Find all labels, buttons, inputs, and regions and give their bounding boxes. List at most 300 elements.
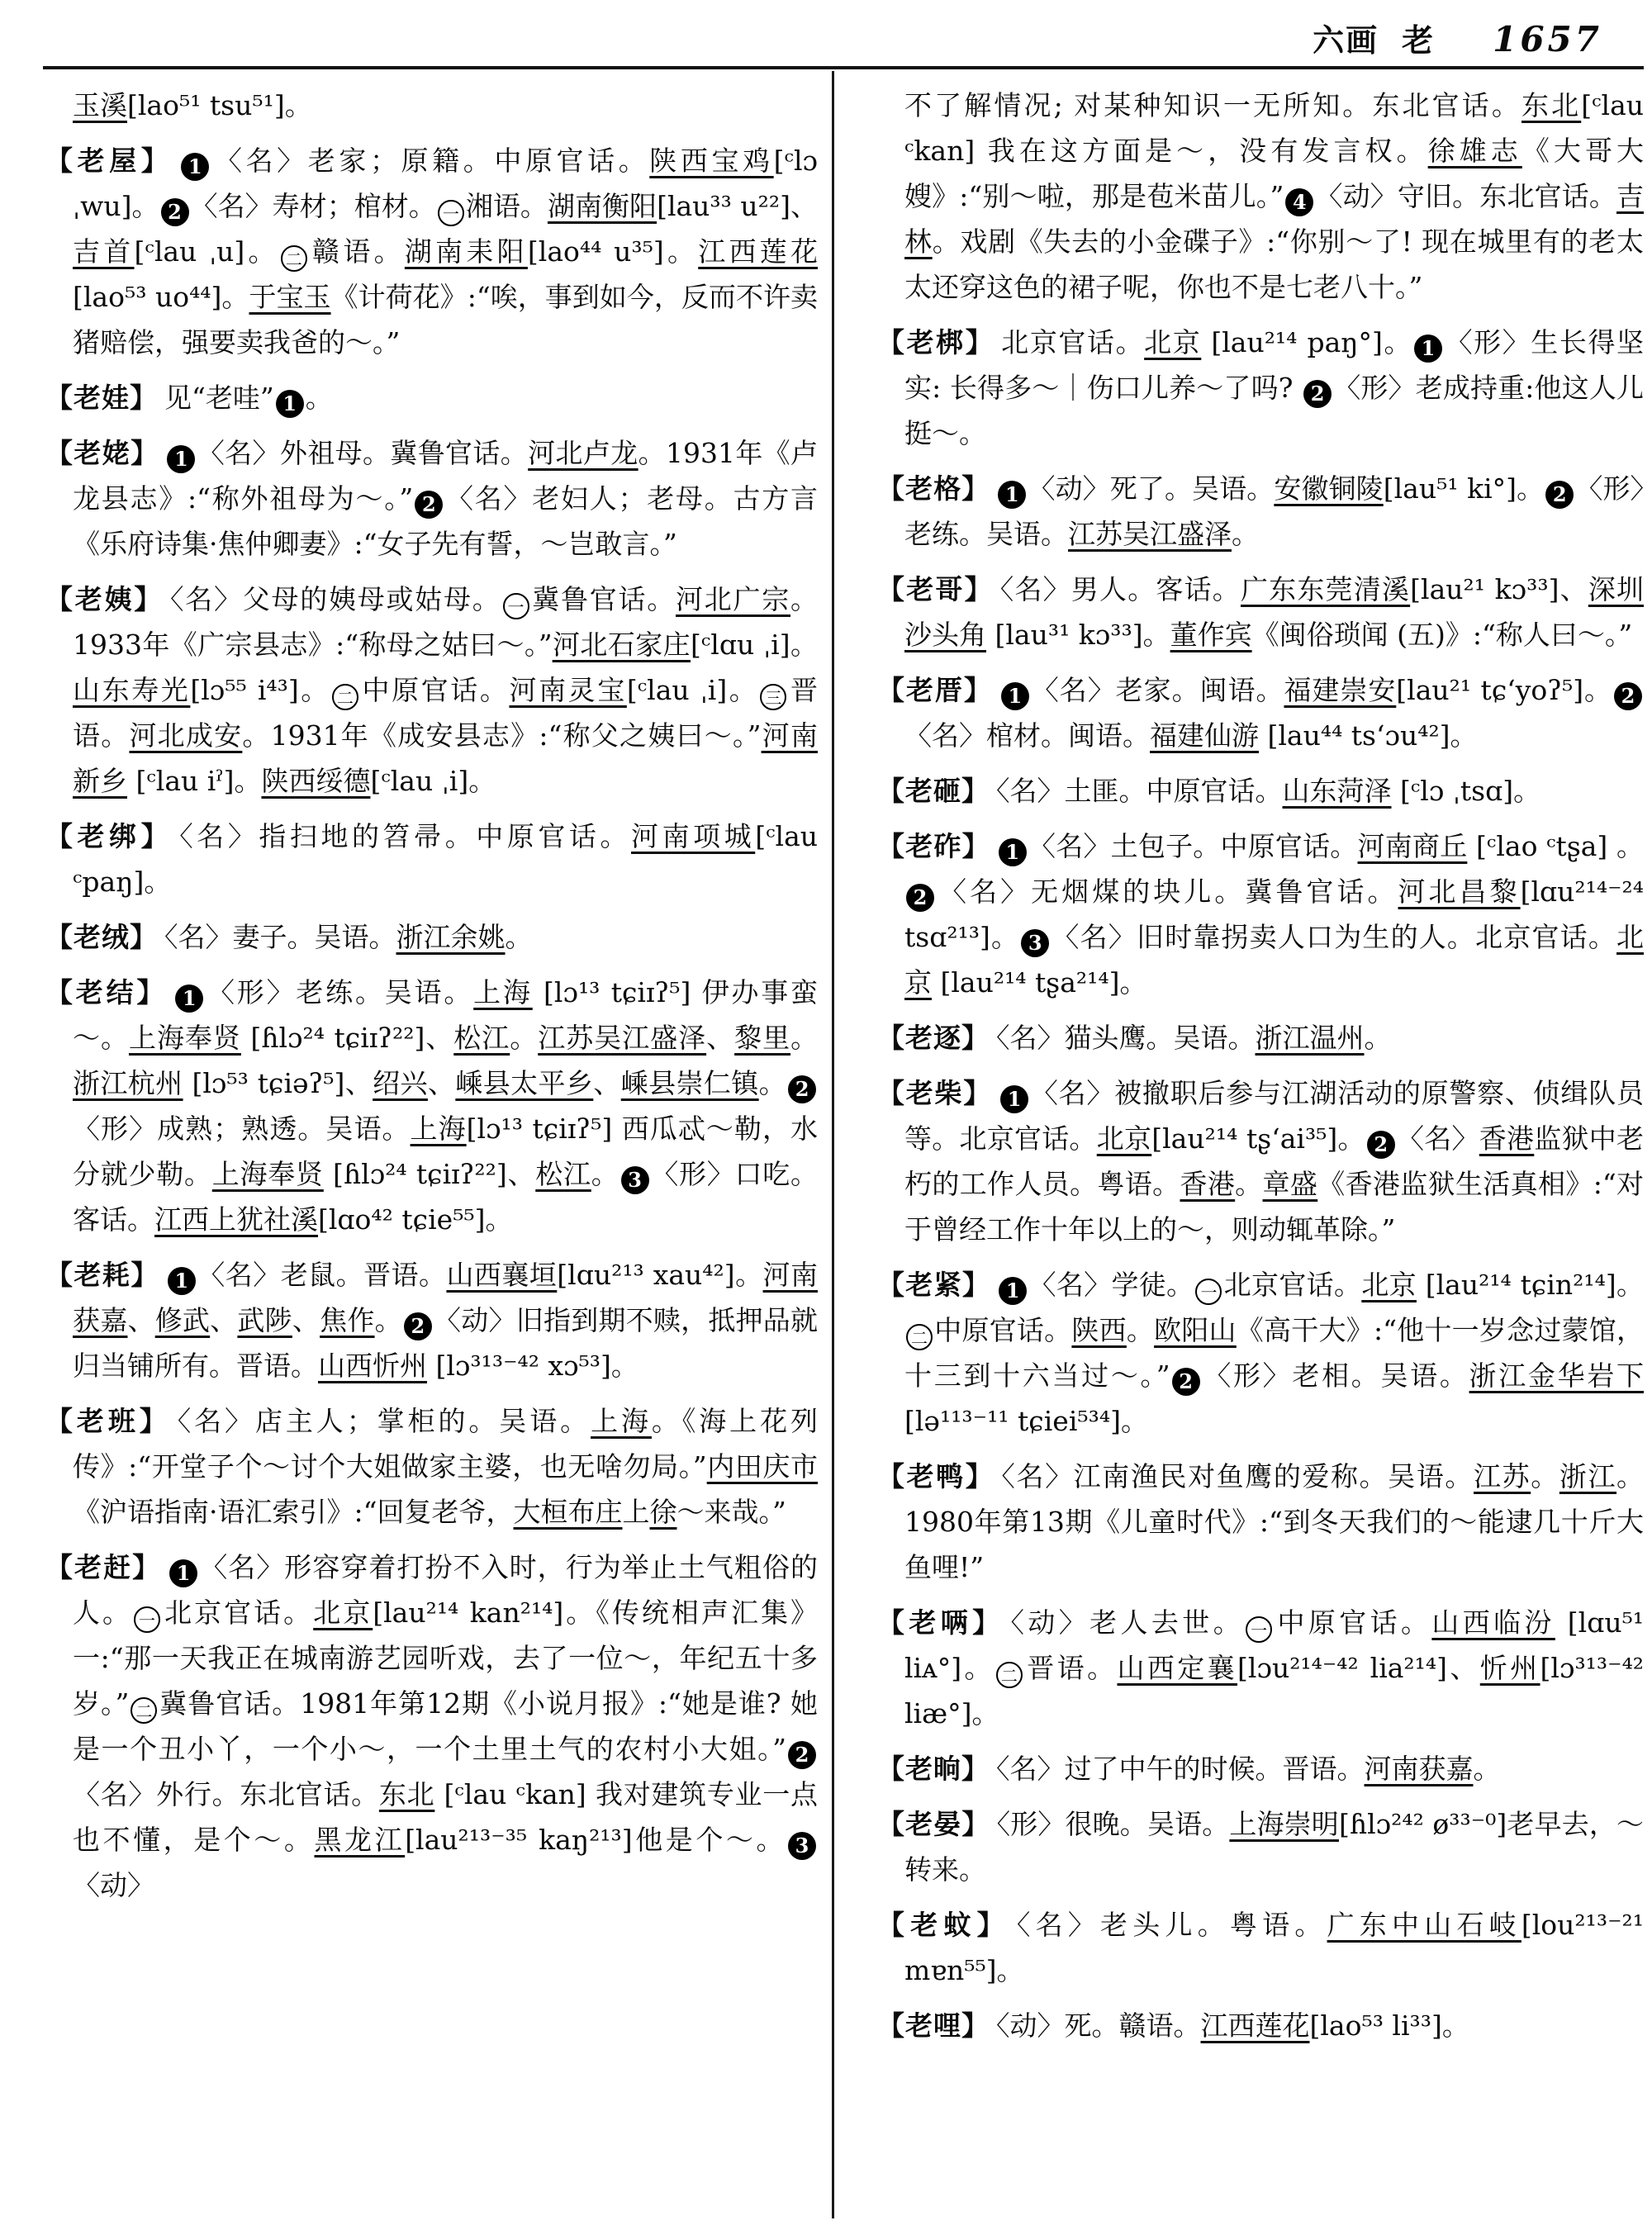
proper-noun: 松江 — [453, 1022, 510, 1054]
proper-noun: 东北 — [1521, 89, 1582, 121]
sense-number-badge: 1 — [999, 838, 1027, 866]
proper-noun: 董作宾 — [1170, 619, 1252, 651]
proper-noun: 福建仙游 — [1150, 719, 1259, 752]
proper-noun: 欧阳山 — [1154, 1314, 1237, 1346]
proper-noun: 浙江杭州 — [73, 1067, 183, 1099]
entry-headword: 【老赶】 — [45, 1551, 162, 1583]
proper-noun: 黎里 — [734, 1022, 791, 1054]
sense-number-badge: 1 — [168, 1267, 196, 1295]
proper-noun: 河南商丘 — [1357, 830, 1468, 862]
proper-noun: 福建崇安 — [1284, 674, 1397, 706]
entry-text: 、 — [127, 1304, 155, 1336]
entry-text: 〈名〉棺材。闽语。 — [904, 719, 1150, 752]
entry-text: [lɔu²¹⁴⁻⁴² lia²¹⁴]、 — [1237, 1652, 1480, 1684]
entry-text: 见“老哇” — [164, 382, 274, 414]
entry-text: [lao⁵¹ tsu⁵¹]。 — [127, 89, 312, 121]
sense-number-badge: 2 — [1545, 481, 1574, 509]
entry-text: 《大哥大嫂》:“别～啦，那是苞米苗儿。” — [904, 135, 1645, 212]
proper-noun: 北京 — [904, 921, 1645, 999]
entry-text: [ᶜlau ᶜkan] 我对建筑专业一点也不懂，是个～。 — [73, 1778, 818, 1856]
entry-text: 〈名〉外行。东北官话。 — [73, 1778, 379, 1810]
entry-headword: 【老班】 — [45, 1405, 171, 1437]
sense-number-badge: 1 — [1414, 334, 1442, 363]
entry-text: 〈动〉旧指到期不赎，抵押品就归当铺所有。晋语。 — [73, 1304, 819, 1382]
dict-entry — [877, 1262, 1644, 1444]
entry-text: 北京官话。 — [162, 1597, 314, 1629]
entry-text: [lɑu²¹⁴⁻²⁴ tsɑ²¹³]。 — [904, 875, 1644, 953]
entry-text: 。 — [758, 1067, 787, 1099]
subsense-number-badge: 三 — [760, 684, 786, 710]
proper-noun: 浙江温州 — [1255, 1022, 1365, 1054]
proper-noun: 武陟 — [237, 1304, 292, 1336]
proper-noun: 上海崇明 — [1229, 1808, 1339, 1840]
entry-text: [ᶜlau ˌi]。 — [626, 674, 759, 706]
proper-noun: 河北卢龙 — [528, 437, 638, 469]
proper-noun: 章盛 — [1262, 1168, 1318, 1200]
sense-number-badge: 2 — [788, 1075, 816, 1103]
subsense-number-badge: 一 — [134, 1606, 160, 1633]
entry-text: 晋语。 — [1023, 1652, 1118, 1684]
entry-text: 〈名〉店主人；掌柜的。吴语。 — [177, 1405, 591, 1437]
proper-noun: 河南获嘉 — [1364, 1753, 1474, 1785]
entry-text: [lao⁴⁴ u³⁵]。 — [527, 235, 699, 268]
entry-headword: 【老晏】 — [877, 1808, 990, 1840]
proper-noun: 山东菏泽 — [1282, 775, 1392, 807]
dict-entry — [45, 914, 818, 960]
entry-text: [ᶜlau iˀ]。 — [127, 765, 262, 797]
entry-text: 〈动〉守旧。东北官话。 — [1315, 180, 1617, 212]
proper-noun: 山西定襄 — [1117, 1652, 1238, 1684]
entry-text: 。1933年《广宗县志》:“称母之姑曰～。” — [73, 583, 818, 661]
entry-text: 〈名〉形容穿着打扮不入时，行为举止土气粗俗的人。 — [73, 1551, 819, 1629]
entry-text: 〈名〉指扫地的笤帚。中原官话。 — [179, 820, 632, 852]
entry-headword: 【老格】 — [877, 472, 990, 505]
entry-text: [lɔ³¹³⁻⁴² xɔ⁵³]。 — [427, 1350, 638, 1382]
entry-text: 〈名〉过了中午的时候。晋语。 — [996, 1753, 1365, 1785]
entry-headword: 【老砟】 — [877, 830, 990, 862]
entry-text: 。 — [790, 1022, 819, 1054]
proper-noun: 山西临汾 — [1431, 1606, 1555, 1639]
dict-entry-continuation — [877, 83, 1644, 310]
proper-noun: 忻州 — [1479, 1652, 1540, 1684]
sense-number-badge: 1 — [276, 390, 304, 418]
sense-number-badge: 3 — [1021, 929, 1049, 957]
entry-text: [lɔ¹³ tɕiɪʔ⁵] 西瓜忒～勒，水分就少勒。 — [73, 1113, 819, 1190]
proper-noun: 吉林 — [904, 180, 1645, 258]
entry-headword: 【老柴】 — [877, 1077, 993, 1109]
entry-text: 。1931年《成安县志》:“称父之姨曰～。” — [242, 719, 762, 752]
proper-noun: 吉首 — [73, 235, 135, 268]
subsense-number-badge: 一 — [1246, 1616, 1272, 1643]
entry-text: 、 — [210, 1304, 238, 1336]
entry-text: 〈形〉成熟；熟透。吴语。 — [73, 1113, 411, 1145]
proper-noun: 江苏吴江盛泽 — [538, 1022, 707, 1054]
proper-noun: 徐 — [649, 1496, 677, 1528]
entry-text: 湘语。 — [465, 190, 548, 222]
entry-text: [lou²¹³⁻²¹ mɐn⁵⁵]。 — [904, 1909, 1644, 1986]
proper-noun: 江苏吴江盛泽 — [1068, 518, 1232, 550]
entry-text: [ɦlɔ²⁴ tɕiɪʔ²²]、 — [240, 1022, 454, 1054]
proper-noun: 深圳沙头角 — [904, 573, 1645, 651]
proper-noun: 松江 — [535, 1158, 591, 1190]
entry-text: 不了解情况; 对某种知识一无所知。东北官话。 — [904, 89, 1521, 121]
entry-text: 〈名〉无烟煤的块儿。冀鲁官话。 — [936, 875, 1398, 908]
entry-text: 、 — [706, 1022, 735, 1054]
right-column — [877, 83, 1644, 2058]
sense-number-badge: 2 — [1614, 682, 1642, 710]
entry-text: 、 — [593, 1067, 621, 1099]
entry-text: [ᶜlau ˌi]。 — [370, 765, 496, 797]
entry-headword: 【老紧】 — [877, 1269, 991, 1301]
proper-noun: 山西忻州 — [318, 1350, 427, 1382]
entry-text: 。 — [1531, 1460, 1559, 1492]
entry-text: 赣语。 — [308, 235, 405, 268]
entry-text: 。1931年《卢龙县志》:“称外祖母为～。” — [73, 437, 819, 515]
entry-text: [lau²¹⁴ tʂa²¹⁴]。 — [932, 966, 1147, 999]
entry-text: [lao⁵³ li³³]。 — [1309, 2009, 1469, 2042]
sense-number-badge: 2 — [1172, 1368, 1200, 1396]
entry-text: 、 — [427, 1067, 456, 1099]
proper-noun: 大桓布庄 — [513, 1496, 623, 1528]
entry-text: [ᶜlɔ ˌtsɑ]。 — [1391, 775, 1541, 807]
entry-text: 冀鲁官话。1981年第12期《小说月报》:“她是谁? 她是一个丑小丫，一个小～，一个土里土气的农村小大姐。” — [73, 1687, 818, 1765]
entry-headword: 【老绒】 — [45, 921, 158, 953]
proper-noun: 广东东莞清溪 — [1240, 573, 1411, 605]
entry-text: 上 — [622, 1496, 650, 1528]
sense-number-badge: 3 — [621, 1166, 649, 1194]
entry-headword: 【老鸭】 — [877, 1460, 995, 1492]
proper-noun: 安徽铜陵 — [1274, 472, 1384, 505]
proper-noun: 江西莲花 — [698, 235, 819, 268]
entry-text: 监狱中老朽的工作人员。粤语。 — [904, 1122, 1645, 1200]
subsense-number-badge: 一 — [438, 200, 464, 226]
entry-headword: 【老哩】 — [877, 2009, 990, 2042]
entry-text: [lau²¹⁴ paŋ°]。 — [1201, 326, 1413, 358]
entry-text: 《计荷花》:“唉，事到如今，反而不许卖猪赔偿，强要卖我爸的～。” — [73, 281, 819, 358]
sense-number-badge: 1 — [1001, 682, 1029, 710]
sense-number-badge: 4 — [1285, 188, 1313, 216]
subsense-number-badge: 二 — [996, 1662, 1023, 1688]
sense-number-badge: 2 — [415, 491, 443, 519]
entry-headword: 【老哥】 — [877, 573, 994, 605]
sense-number-badge: 1 — [999, 1277, 1027, 1305]
dict-entry — [45, 430, 818, 567]
dict-entry — [877, 466, 1644, 557]
proper-noun: 陕西宝鸡 — [649, 145, 774, 177]
dict-entry — [877, 567, 1644, 657]
entry-text: 〈名〉老家。闽语。 — [1030, 674, 1284, 706]
proper-noun: 焦作 — [320, 1304, 375, 1336]
entry-text: 。 — [305, 382, 333, 414]
entry-headword: 【老砸】 — [877, 775, 990, 807]
entry-text: 〈形〉口吃。客话。 — [73, 1158, 819, 1236]
dict-entry — [877, 667, 1644, 758]
dict-entry — [877, 1600, 1644, 1736]
entry-text: [ᶜlau ᶜpaŋ]。 — [73, 820, 819, 898]
entry-text: 《沪语指南·语汇索引》:“回复老爷， — [73, 1496, 514, 1528]
entry-text: 〈名〉老妇人；老母。古方言《乐府诗集·焦仲卿妻》:“女子先有誓，～岂敢言。” — [73, 482, 819, 560]
proper-noun: 河北广宗 — [676, 583, 790, 615]
entry-text: [lɔ³¹³⁻⁴² liæ°]。 — [904, 1652, 1645, 1729]
sense-number-badge: 2 — [906, 884, 934, 912]
entry-text: 〈形〉老练。吴语。 — [904, 472, 1645, 550]
entry-text: 〈名〉父母的姨母或姑母。 — [170, 583, 501, 615]
proper-noun: 上海奉贤 — [128, 1022, 241, 1054]
entry-text: 中原官话。 — [359, 674, 510, 706]
proper-noun: 北京 — [313, 1597, 373, 1629]
dict-entry — [877, 768, 1644, 814]
sense-number-badge: 1 — [175, 985, 203, 1013]
dict-entry-continuation — [45, 83, 818, 128]
entry-headword: 【老厝】 — [877, 674, 993, 706]
entry-text: [lɔ⁵³ tɕiəʔ⁵]、 — [183, 1067, 373, 1099]
entry-text: [ɦlɔ²⁴ tɕiɪʔ²²]、 — [323, 1158, 536, 1190]
proper-noun: 嵊县崇仁镇 — [620, 1067, 759, 1099]
dict-entry — [877, 1454, 1644, 1590]
entry-text: 〈形〉老练。吴语。 — [205, 976, 474, 1008]
sense-number-badge: 1 — [167, 445, 195, 473]
entry-text: [lau²¹ kɔ³³]、 — [1410, 573, 1588, 605]
proper-noun: 江西上犹社溪 — [154, 1203, 318, 1236]
entry-headword: 【老逐】 — [877, 1022, 990, 1054]
entry-text: [lau²¹ tɕʻyoʔ⁵]。 — [1396, 674, 1613, 706]
entry-text: [ᶜlau ᶜkan] 我在这方面是～，没有发言权。 — [904, 89, 1645, 167]
entry-text: [lau²¹⁴ tɕin²¹⁴]。 — [1416, 1269, 1645, 1301]
entry-text: [ɦlɔ²⁴² ø³³⁻⁰]老早去，～转来。 — [904, 1808, 1645, 1886]
entry-headword: 【老晌】 — [877, 1753, 990, 1785]
subsense-number-badge: 二 — [281, 245, 307, 272]
subsense-number-badge: 二 — [906, 1324, 933, 1350]
entry-text: [lao⁵³ uo⁴⁴]。 — [73, 281, 249, 313]
proper-noun: 河南项城 — [631, 820, 756, 852]
dict-entry — [45, 1252, 818, 1388]
entry-text: 。 — [1364, 1022, 1392, 1054]
sense-number-badge: 2 — [161, 198, 189, 226]
entry-headword: 【老梆】 — [877, 326, 995, 358]
sense-number-badge: 3 — [788, 1832, 816, 1860]
proper-noun: 江西莲花 — [1200, 2009, 1310, 2042]
sense-number-badge: 1 — [181, 153, 209, 181]
entry-text: [lɑu⁵¹ liᴀ°]。 — [904, 1606, 1645, 1684]
subsense-number-badge: 二 — [131, 1697, 157, 1724]
dict-entry — [877, 2003, 1644, 2048]
entry-text: 、 — [292, 1304, 320, 1336]
entry-headword: 【老结】 — [45, 976, 168, 1008]
dict-entry — [877, 1801, 1644, 1892]
entry-text: [lɔ¹³ tɕiɪʔ⁵] 伊办事蛮～。 — [73, 976, 819, 1054]
dict-entry — [877, 1015, 1644, 1060]
entry-text: ～来哉。” — [676, 1496, 786, 1528]
header-page-number: 1657 — [1493, 19, 1602, 59]
entry-text: 〈名〉土包子。中原官话。 — [1028, 830, 1358, 862]
dict-entry — [45, 576, 818, 804]
entry-text: 〈名〉学徒。 — [1028, 1269, 1194, 1301]
dict-entry — [877, 1902, 1644, 1993]
entry-text: 〈形〉老相。吴语。 — [1201, 1359, 1469, 1392]
entry-text: 〈动〉死了。吴语。 — [1028, 472, 1275, 505]
proper-noun: 绍兴 — [373, 1067, 428, 1099]
entry-text: 《闽俗琐闻 (五)》:“称人曰～。” — [1251, 619, 1633, 651]
entry-text: 《香港监狱生活真相》:“对于曾经工作十年以上的～，则动辄革除。” — [904, 1168, 1645, 1245]
proper-noun: 于宝玉 — [249, 281, 331, 313]
entry-text: 晋语。 — [73, 674, 818, 752]
dict-entry — [45, 970, 818, 1242]
subsense-number-badge: 一 — [1195, 1279, 1222, 1305]
entry-text: [lau²¹⁴ tʂʻai³⁵]。 — [1151, 1122, 1365, 1155]
proper-noun: 嵊县太平乡 — [455, 1067, 594, 1099]
entry-text: 〈名〉被撤职后参与江湖活动的原警察、侦缉队员等。北京官话。 — [904, 1077, 1645, 1155]
entry-text: 。戏剧《失去的小金碟子》:“你别～了! 现在城里有的老太太还穿这色的裙子呢，你也不是七老八十。” — [904, 225, 1644, 303]
dict-entry — [45, 138, 818, 365]
proper-noun: 河北石家庄 — [552, 629, 691, 661]
entry-text: 〈名〉老头儿。粤语。 — [1016, 1909, 1327, 1941]
entry-text: 。 — [1473, 1753, 1501, 1785]
entry-text: [lɑo⁴² tɕie⁵⁵]。 — [318, 1203, 513, 1236]
entry-text: 。 — [1235, 1168, 1263, 1200]
dict-entry — [877, 823, 1644, 1005]
entry-text: 。1980年第13期《儿童时代》:“到冬天我们的～能逮几十斤大鱼哩!” — [904, 1460, 1645, 1583]
entry-headword: 【老唡】 — [877, 1606, 1004, 1639]
proper-noun: 湖南耒阳 — [404, 235, 528, 268]
entry-headword: 【老姥】 — [45, 437, 159, 469]
sense-number-badge: 2 — [788, 1741, 816, 1769]
proper-noun: 上海奉贤 — [211, 1158, 324, 1190]
dict-entry — [877, 1070, 1644, 1252]
entry-text: 〈名〉妻子。吴语。 — [164, 921, 396, 953]
proper-noun: 河南获嘉 — [73, 1259, 819, 1336]
entry-headword: 【老娃】 — [45, 382, 158, 414]
entry-text: 中原官话。 — [934, 1314, 1072, 1346]
proper-noun: 玉溪 — [73, 89, 127, 121]
proper-noun: 修武 — [154, 1304, 211, 1336]
proper-noun: 浙江 — [1559, 1460, 1617, 1492]
entry-text: [lau³³ u²²]、 — [657, 190, 819, 222]
proper-noun: 徐雄志 — [1427, 135, 1522, 167]
entry-text: 〈形〉老成持重:他这人儿挺～。 — [904, 372, 1644, 449]
entry-text: [lau³¹ kɔ³³]。 — [986, 619, 1170, 651]
entry-text: 。 — [505, 921, 533, 953]
entry-text: [ᶜlɑu ˌi]。 — [690, 629, 818, 661]
entry-text: [lau²¹⁴ kan²¹⁴]。《传统相声汇集》一:“那一天我正在城南游艺园听戏，去了一位～，年纪五十多岁。” — [73, 1597, 818, 1720]
dict-entry — [45, 814, 818, 904]
entry-text: 中原官话。 — [1274, 1606, 1432, 1639]
proper-noun: 山西襄垣 — [446, 1259, 558, 1291]
proper-noun: 北京 — [1144, 326, 1202, 358]
sense-number-badge: 2 — [1303, 380, 1332, 408]
entry-text: [ᶜlao ᶜtʂa] 。 — [1467, 830, 1644, 862]
entry-text: 北京官话。 — [1223, 1269, 1362, 1301]
sense-number-badge: 2 — [1367, 1131, 1395, 1159]
entry-text: 〈名〉老鼠。晋语。 — [197, 1259, 447, 1291]
entry-text: [lau⁴⁴ tsʻɔu⁴²]。 — [1259, 719, 1478, 752]
sense-number-badge: 1 — [169, 1559, 197, 1587]
proper-noun: 湖南衡阳 — [547, 190, 657, 222]
proper-noun: 香港 — [1479, 1122, 1535, 1155]
proper-noun: 陕西绥德 — [261, 765, 371, 797]
dict-entry — [877, 1746, 1644, 1791]
entry-text: 〈名〉外祖母。冀鲁官话。 — [197, 437, 529, 469]
subsense-number-badge: 一 — [503, 593, 529, 619]
entry-text: 〈动〉老人去世。 — [1010, 1606, 1245, 1639]
entry-text: 《高干大》:“他十一岁念过蒙馆，十三到十六当过～。” — [904, 1314, 1645, 1392]
entry-text: 〈名〉 — [1396, 1122, 1479, 1155]
entry-text: 〈名〉猫头鹰。吴语。 — [996, 1022, 1256, 1054]
entry-text: 。 — [374, 1304, 402, 1336]
entry-text: 〈名〉土匪。中原官话。 — [996, 775, 1283, 807]
proper-noun: 北京 — [1096, 1122, 1152, 1155]
page-header — [45, 15, 1602, 60]
dict-entry — [45, 1544, 818, 1908]
sense-number-badge: 2 — [404, 1312, 432, 1340]
proper-noun: 陕西 — [1071, 1314, 1127, 1346]
proper-noun: 山东寿光 — [73, 674, 191, 706]
entry-text: 〈形〉很晚。吴语。 — [996, 1808, 1230, 1840]
entry-text: 。 — [591, 1158, 620, 1190]
proper-noun: 内田庆市 — [706, 1450, 819, 1483]
entry-text: 北京官话。 — [1001, 326, 1145, 358]
entry-text: 。 — [510, 1022, 539, 1054]
entry-text: 〈名〉旧时靠拐卖人口为生的人。北京官话。 — [1051, 921, 1617, 953]
proper-noun: 广东中山石岐 — [1327, 1909, 1521, 1941]
entry-text: [lɑu²¹³ xau⁴²]。 — [557, 1259, 763, 1291]
proper-noun: 江苏 — [1474, 1460, 1531, 1492]
proper-noun: 河南新乡 — [73, 719, 819, 797]
entry-text: [lɔ⁵⁵ i⁴³]。 — [190, 674, 330, 706]
proper-noun: 香港 — [1180, 1168, 1236, 1200]
proper-noun: 河北成安 — [129, 719, 243, 752]
entry-text: 〈名〉江南渔民对鱼鹰的爱称。吴语。 — [1001, 1460, 1474, 1492]
dict-entry — [877, 320, 1644, 456]
header-rule — [43, 66, 1644, 69]
proper-noun: 东北 — [378, 1778, 435, 1810]
entry-text: 〈动〉 — [73, 1869, 154, 1901]
proper-noun: 上海 — [591, 1405, 652, 1437]
entry-headword: 【老姨】 — [45, 583, 164, 615]
entry-text: 〈名〉男人。客话。 — [999, 573, 1241, 605]
entry-headword: 【老蚊】 — [877, 1909, 1010, 1941]
entry-text: [ᶜlɔ ˌwu]。 — [73, 145, 818, 222]
proper-noun: 河北昌黎 — [1398, 875, 1521, 908]
entry-text: [lau²¹³⁻³⁵ kaŋ²¹³]他是个～。 — [405, 1824, 787, 1856]
proper-noun: 北京 — [1361, 1269, 1417, 1301]
column-divider — [832, 71, 834, 2218]
proper-noun: 河南灵宝 — [509, 674, 627, 706]
left-column — [45, 83, 818, 1918]
entry-text: 。 — [1232, 518, 1259, 550]
proper-noun: 上海 — [473, 976, 533, 1008]
entry-headword: 【老绑】 — [45, 820, 173, 852]
entry-text: [ᶜlau ˌu]。 — [134, 235, 279, 268]
header-radical-label: 老 — [1402, 21, 1436, 59]
entry-text: [lə¹¹³⁻¹¹ tɕiei⁵³⁴]。 — [904, 1405, 1148, 1437]
entry-text: 〈形〉生长得坚实: 长得多～｜伤口儿养～了吗? — [904, 326, 1645, 404]
entry-text: 。《海上花列传》:“开堂子个～讨个大姐做家主婆，也无啥勿局。” — [73, 1405, 819, 1483]
entry-text: 〈名〉老家；原籍。中原官话。 — [211, 145, 650, 177]
subsense-number-badge: 二 — [332, 684, 358, 710]
entry-text: [lau⁵¹ ki°]。 — [1383, 472, 1545, 505]
dict-entry — [45, 375, 818, 420]
sense-number-badge: 1 — [998, 481, 1026, 509]
entry-headword: 【老耗】 — [45, 1259, 159, 1291]
dict-entry — [45, 1398, 818, 1535]
entry-headword: 【老屋】 — [45, 145, 173, 177]
proper-noun: 上海 — [410, 1113, 467, 1145]
entry-text: 冀鲁官话。 — [530, 583, 676, 615]
entry-text: 〈名〉寿材；棺材。 — [190, 190, 436, 222]
proper-noun: 浙江金华岩下 — [1469, 1359, 1645, 1392]
proper-noun: 浙江余姚 — [396, 921, 506, 953]
sense-number-badge: 1 — [1000, 1085, 1028, 1113]
